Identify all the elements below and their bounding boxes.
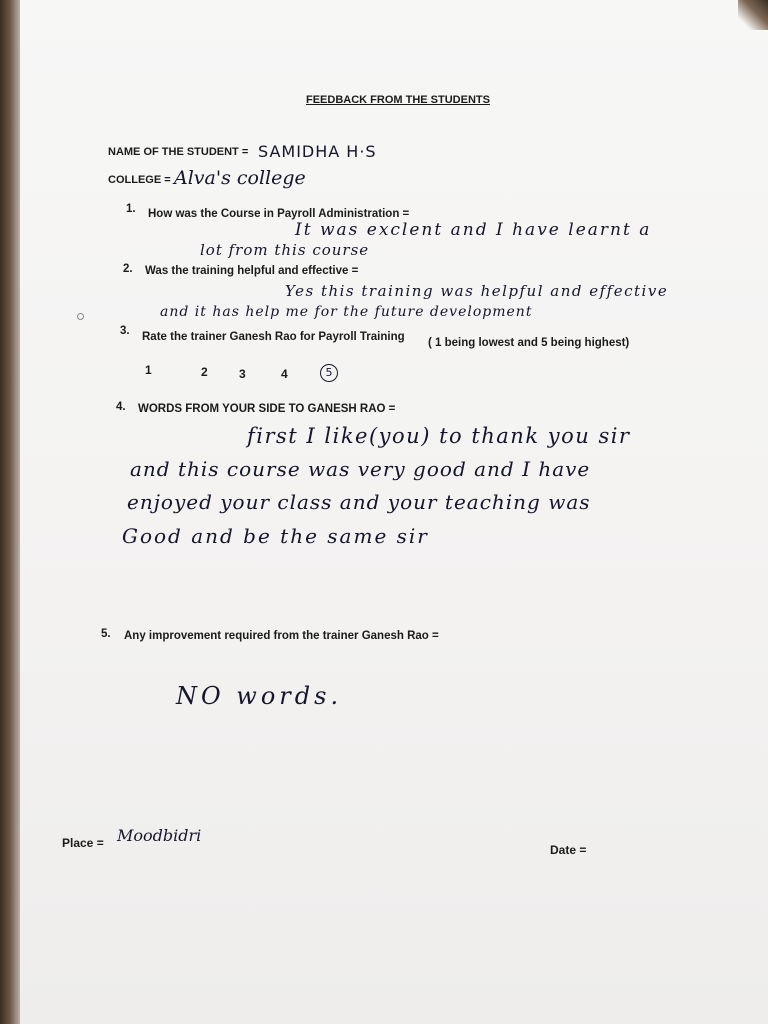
q4-answer-line-2: and this course was very good and I have [130,457,591,481]
q4-answer-line-3: enjoyed your class and your teaching was [127,490,591,514]
date-label: Date = [550,843,587,857]
college-label: COLLEGE = [108,174,171,186]
q3-question: Rate the trainer Ganesh Rao for Payroll Training [142,331,405,343]
rating-option-4[interactable]: 4 [281,367,288,381]
place-value: Moodbidri [117,826,202,845]
q4-number: 4. [116,401,126,413]
q1-number: 1. [126,203,136,215]
rating-option-2[interactable]: 2 [201,365,208,379]
q2-number: 2. [123,263,133,275]
form-title: FEEDBACK FROM THE STUDENTS [306,94,490,106]
q5-number: 5. [101,628,111,640]
q3-scale-note: ( 1 being lowest and 5 being highest) [428,337,630,349]
q1-question: How was the Course in Payroll Administration = [148,208,410,220]
q2-question: Was the training helpful and effective = [145,265,359,277]
place-label: Place = [62,836,104,850]
q5-question: Any improvement required from the trainer Ganesh Rao = [124,630,439,642]
q4-answer-line-1: first I like(you) to thank you sir [247,424,631,448]
college-value: Alva's college [174,167,306,189]
q4-question: WORDS FROM YOUR SIDE TO GANESH RAO = [138,403,396,415]
rating-option-1[interactable]: 1 [145,363,152,377]
q2-answer-line-2: and it has help me for the future development [160,304,533,320]
student-name-value: SAMIDHA H·S [258,142,377,161]
q4-answer-line-4: Good and be the same sir [122,524,429,548]
q5-answer: NO words. [176,682,343,710]
rating-option-5-selected[interactable]: 5 [320,364,338,382]
scan-mark [77,313,84,320]
q3-number: 3. [120,325,130,337]
student-name-label: NAME OF THE STUDENT = [108,146,249,158]
q1-answer-line-2: lot from this course [200,241,370,259]
q2-answer-line-1: Yes this training was helpful and effective [285,282,669,300]
scan-edge-left [0,0,22,1024]
q1-answer-line-1: It was exclent and I have learnt a [295,220,652,240]
rating-option-3[interactable]: 3 [239,367,246,381]
rating-option-5-wrapper[interactable] [320,364,338,382]
scan-edge-top-right [738,0,768,30]
